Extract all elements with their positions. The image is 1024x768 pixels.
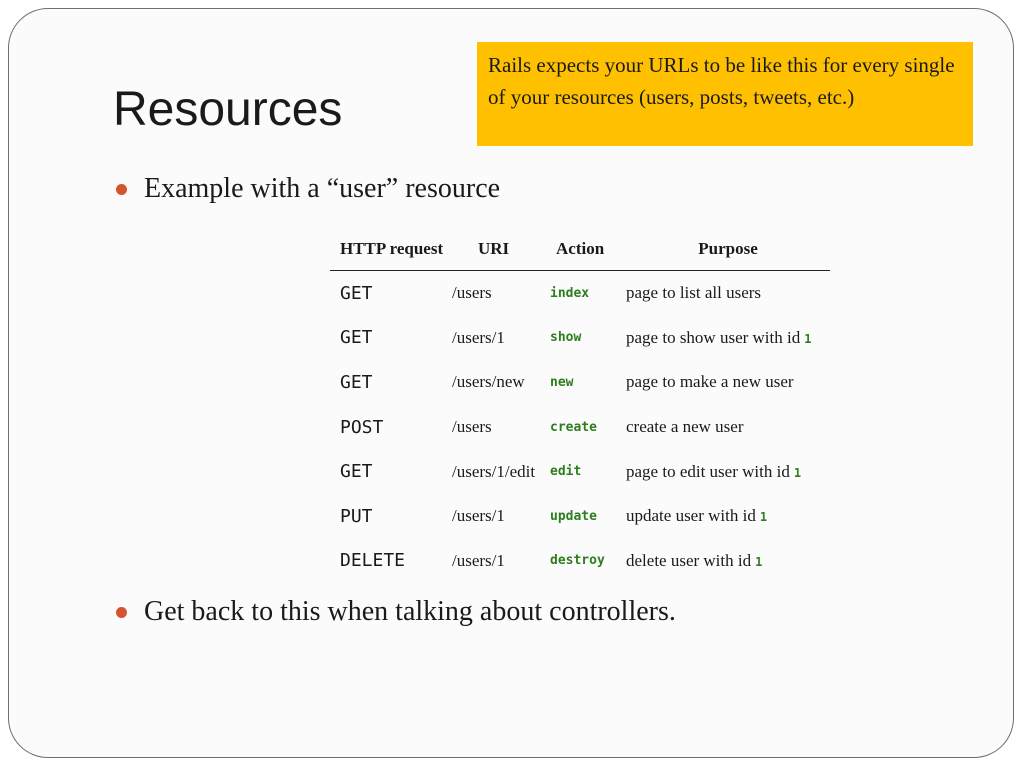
purpose-text: page to show user with id: [626, 327, 801, 347]
cell-purpose: [626, 539, 830, 584]
purpose-text: page to make a new user: [626, 372, 794, 392]
cell-purpose: [626, 271, 830, 316]
cell-purpose: [626, 405, 830, 450]
callout-note: Rails expects your URLs to be like this for every single of your resources (users, posts, tweets, etc.): [477, 42, 973, 146]
cell-action: index: [550, 285, 590, 301]
cell-method: GET: [340, 371, 373, 393]
cell-uri: /users: [452, 417, 492, 437]
id-code: 1: [793, 465, 802, 480]
cell-action: destroy: [550, 553, 605, 569]
bullet-text: Get back to this when talking about controllers.: [144, 596, 676, 627]
cell-method: PUT: [340, 505, 373, 527]
cell-action: create: [550, 419, 597, 435]
purpose-text: create a new user: [626, 417, 744, 437]
purpose-text: update user with id: [626, 506, 756, 526]
cell-uri: /users/1: [452, 327, 505, 347]
purpose-text: page to list all users: [626, 283, 762, 303]
table-header-row: [330, 228, 830, 271]
cell-action: show: [550, 330, 582, 346]
header-purpose: Purpose: [626, 228, 830, 271]
id-code: 1: [804, 331, 812, 346]
cell-purpose: [626, 449, 830, 494]
purpose-text: delete user with id: [626, 550, 752, 570]
table-row: [330, 316, 830, 361]
cell-method: GET: [340, 461, 373, 483]
table-row: [330, 494, 830, 539]
table-row: [330, 539, 830, 584]
cell-purpose: [626, 360, 830, 405]
table-row: [330, 360, 830, 405]
table-row: [330, 449, 830, 494]
cell-action: new: [550, 374, 574, 390]
id-code: 1: [759, 510, 768, 525]
cell-method: GET: [340, 282, 373, 304]
cell-uri: /users/1/edit: [452, 461, 536, 481]
cell-uri: /users/new: [452, 372, 525, 392]
header-http-request: HTTP request: [330, 228, 452, 271]
purpose-text: page to edit user with id: [626, 461, 790, 481]
bullet-dot-icon: [116, 184, 127, 195]
id-code: 1: [755, 554, 763, 569]
cell-purpose: [626, 494, 830, 539]
cell-method: DELETE: [340, 550, 406, 572]
routes-table: [330, 228, 830, 583]
cell-action: edit: [550, 464, 582, 480]
cell-uri: /users/1: [452, 506, 505, 526]
header-uri: URI: [452, 228, 550, 271]
table-row: [330, 405, 830, 450]
cell-method: POST: [340, 416, 384, 438]
cell-uri: /users: [452, 283, 492, 303]
header-action: Action: [550, 228, 626, 271]
table-row: [330, 271, 830, 316]
cell-action: update: [550, 508, 597, 524]
bullet-dot-icon: [116, 607, 127, 618]
slide-title: Resources: [113, 83, 343, 136]
bullet-text: Example with a “user” resource: [144, 173, 501, 204]
cell-purpose: [626, 316, 830, 361]
cell-method: GET: [340, 327, 373, 349]
cell-uri: /users/1: [452, 550, 505, 570]
